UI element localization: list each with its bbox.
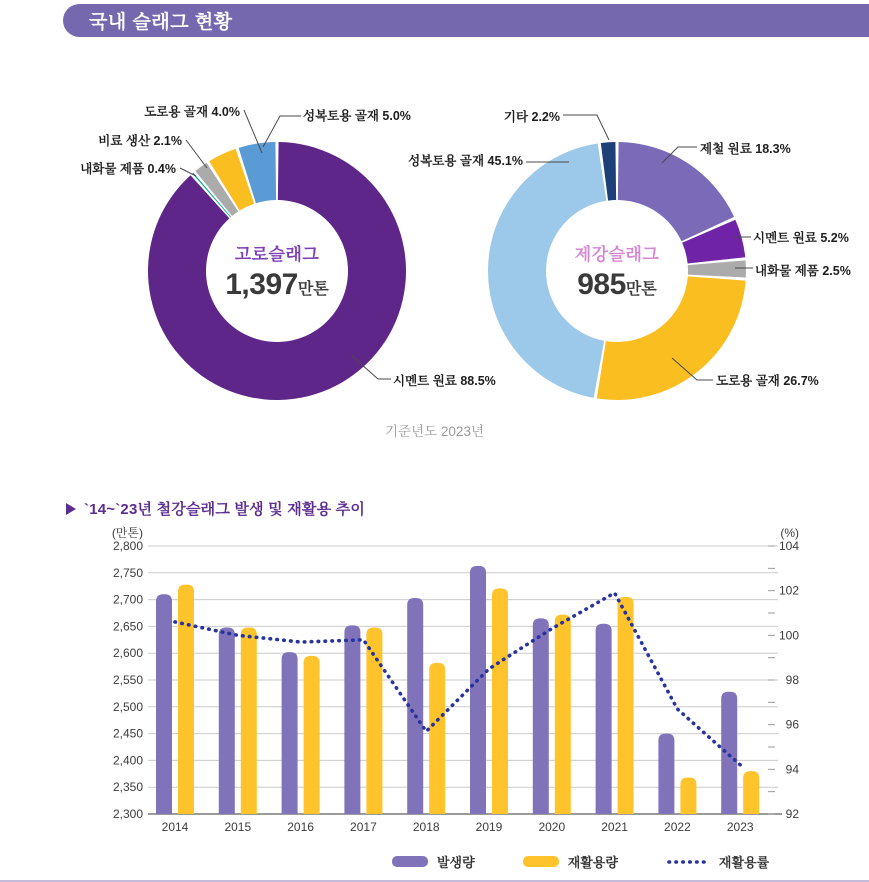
year-label: 2017: [350, 820, 377, 834]
left-axis-tick: 2,450: [112, 726, 143, 741]
rate-line: [175, 593, 740, 765]
legend-item-generation: [392, 852, 475, 871]
bar-재활용량-2021: [618, 597, 634, 814]
right-axis-tick: 94: [785, 762, 799, 777]
rate-line-group: [175, 593, 740, 765]
donut-total-unit: 만톤: [625, 281, 657, 298]
right-axis-tick: 104: [778, 539, 799, 553]
bar-재활용량-2017: [366, 627, 382, 814]
left-axis-tick: 2,500: [112, 699, 143, 714]
label-topsoil-aggregate-left: 성복토용 골재 5.0%: [303, 109, 411, 123]
label-topsoil-aggregate-right: 성복토용 골재 45.1%: [408, 154, 523, 168]
year-label: 2021: [601, 820, 628, 834]
bar-발생량-2015: [219, 627, 235, 814]
bar-발생량-2014: [156, 594, 172, 814]
year-label: 2019: [475, 820, 503, 834]
left-axis-tick: 2,600: [112, 646, 143, 661]
label-refractory-right: 내화물 제품 2.5%: [755, 264, 851, 278]
donut-title: 고로슬래그: [234, 245, 320, 264]
donut-section: [0, 60, 869, 470]
blast-furnace-slag-center: [197, 240, 357, 302]
trend-chart-title: `14~`23년 철강슬래그 발생 및 재활용 추이: [84, 501, 366, 518]
donut-title: 제강슬래그: [574, 245, 660, 264]
label-cement-right: 시멘트 원료 5.2%: [753, 231, 849, 245]
label-iron-material-right: 제철 원료 18.3%: [700, 142, 791, 156]
bar-재활용량-2023: [743, 771, 759, 814]
bar-재활용량-2015: [241, 627, 257, 814]
label-etc-right: 기타 2.2%: [503, 110, 560, 124]
right-axis-tick: 100: [778, 628, 799, 643]
legend-label: 재활용률: [718, 855, 770, 870]
legend-item-rate: [666, 852, 769, 871]
left-axis-tick: 2,550: [112, 673, 143, 687]
year-label: 2015: [224, 820, 252, 834]
left-axis-tick: 2,300: [112, 807, 143, 821]
bar-재활용량-2014: [178, 585, 194, 814]
rate-dotted-swatch: [666, 858, 710, 866]
year-label: 2023: [726, 820, 754, 834]
label-cement-left: 시멘트 원료 88.5%: [393, 374, 496, 388]
bar-발생량-2016: [282, 652, 298, 814]
left-axis-tick: 2,400: [112, 753, 143, 768]
bar-발생량-2017: [344, 625, 360, 814]
bar-재활용량-2016: [304, 656, 320, 814]
legend-label: 발생량: [437, 855, 475, 870]
donut-total-value: 985: [577, 268, 626, 301]
year-label: 2022: [664, 820, 691, 834]
legend-item-recycled: [523, 852, 618, 871]
left-axis-unit: (만톤): [111, 526, 143, 540]
label-road-aggregate-left: 도로용 골재 4.0%: [144, 105, 240, 119]
page-title: 국내 슬래그 현황: [89, 12, 233, 33]
trend-chart-svg: [0, 520, 869, 840]
year-label: 2016: [287, 820, 314, 834]
bar-발생량-2023: [721, 692, 737, 814]
bar-재활용량-2018: [429, 663, 445, 814]
label-refractory-left: 내화물 제품 0.4%: [80, 162, 176, 176]
right-axis-unit: (%): [780, 526, 799, 540]
right-axis-tick: 98: [785, 673, 799, 687]
section-header-bar: [63, 4, 869, 37]
steel-making-slag-center: [537, 240, 697, 302]
bar-발생량-2019: [470, 566, 486, 814]
axis-labels: [112, 525, 800, 821]
bar-재활용량-2022: [680, 778, 696, 814]
bar-발생량-2022: [658, 734, 674, 814]
right-axis-tick: 92: [785, 807, 799, 821]
year-label: 2014: [161, 820, 189, 834]
year-label: 2020: [538, 820, 566, 834]
chart-legend: [392, 852, 769, 871]
bar-재활용량-2020: [555, 615, 571, 814]
bar-발생량-2020: [533, 618, 549, 814]
recycled-swatch: [523, 856, 559, 867]
left-axis-tick: 2,350: [112, 780, 143, 795]
triangle-marker-icon: [66, 503, 76, 515]
bar-발생량-2021: [596, 624, 612, 814]
donut-total-unit: 만톤: [297, 281, 329, 298]
bar-재활용량-2019: [492, 588, 508, 814]
left-axis-tick: 2,700: [112, 592, 143, 607]
base-year-note: 기준년도 2023년: [385, 424, 484, 439]
legend-label: 재활용량: [567, 855, 618, 870]
left-axis-tick: 2,800: [112, 539, 143, 553]
year-labels: [162, 820, 754, 834]
left-axis-tick: 2,650: [112, 619, 143, 634]
label-fertilizer-left: 비료 생산 2.1%: [98, 134, 182, 148]
donut-total-value: 1,397: [225, 268, 298, 301]
right-axis-tick: 102: [778, 583, 799, 598]
trend-chart-section: [0, 488, 869, 882]
left-axis-tick: 2,750: [112, 565, 143, 580]
label-road-aggregate-right: 도로용 골재 26.7%: [716, 374, 819, 388]
generation-swatch: [392, 856, 428, 867]
right-axis-tick: 96: [785, 717, 799, 732]
year-label: 2018: [412, 820, 440, 834]
